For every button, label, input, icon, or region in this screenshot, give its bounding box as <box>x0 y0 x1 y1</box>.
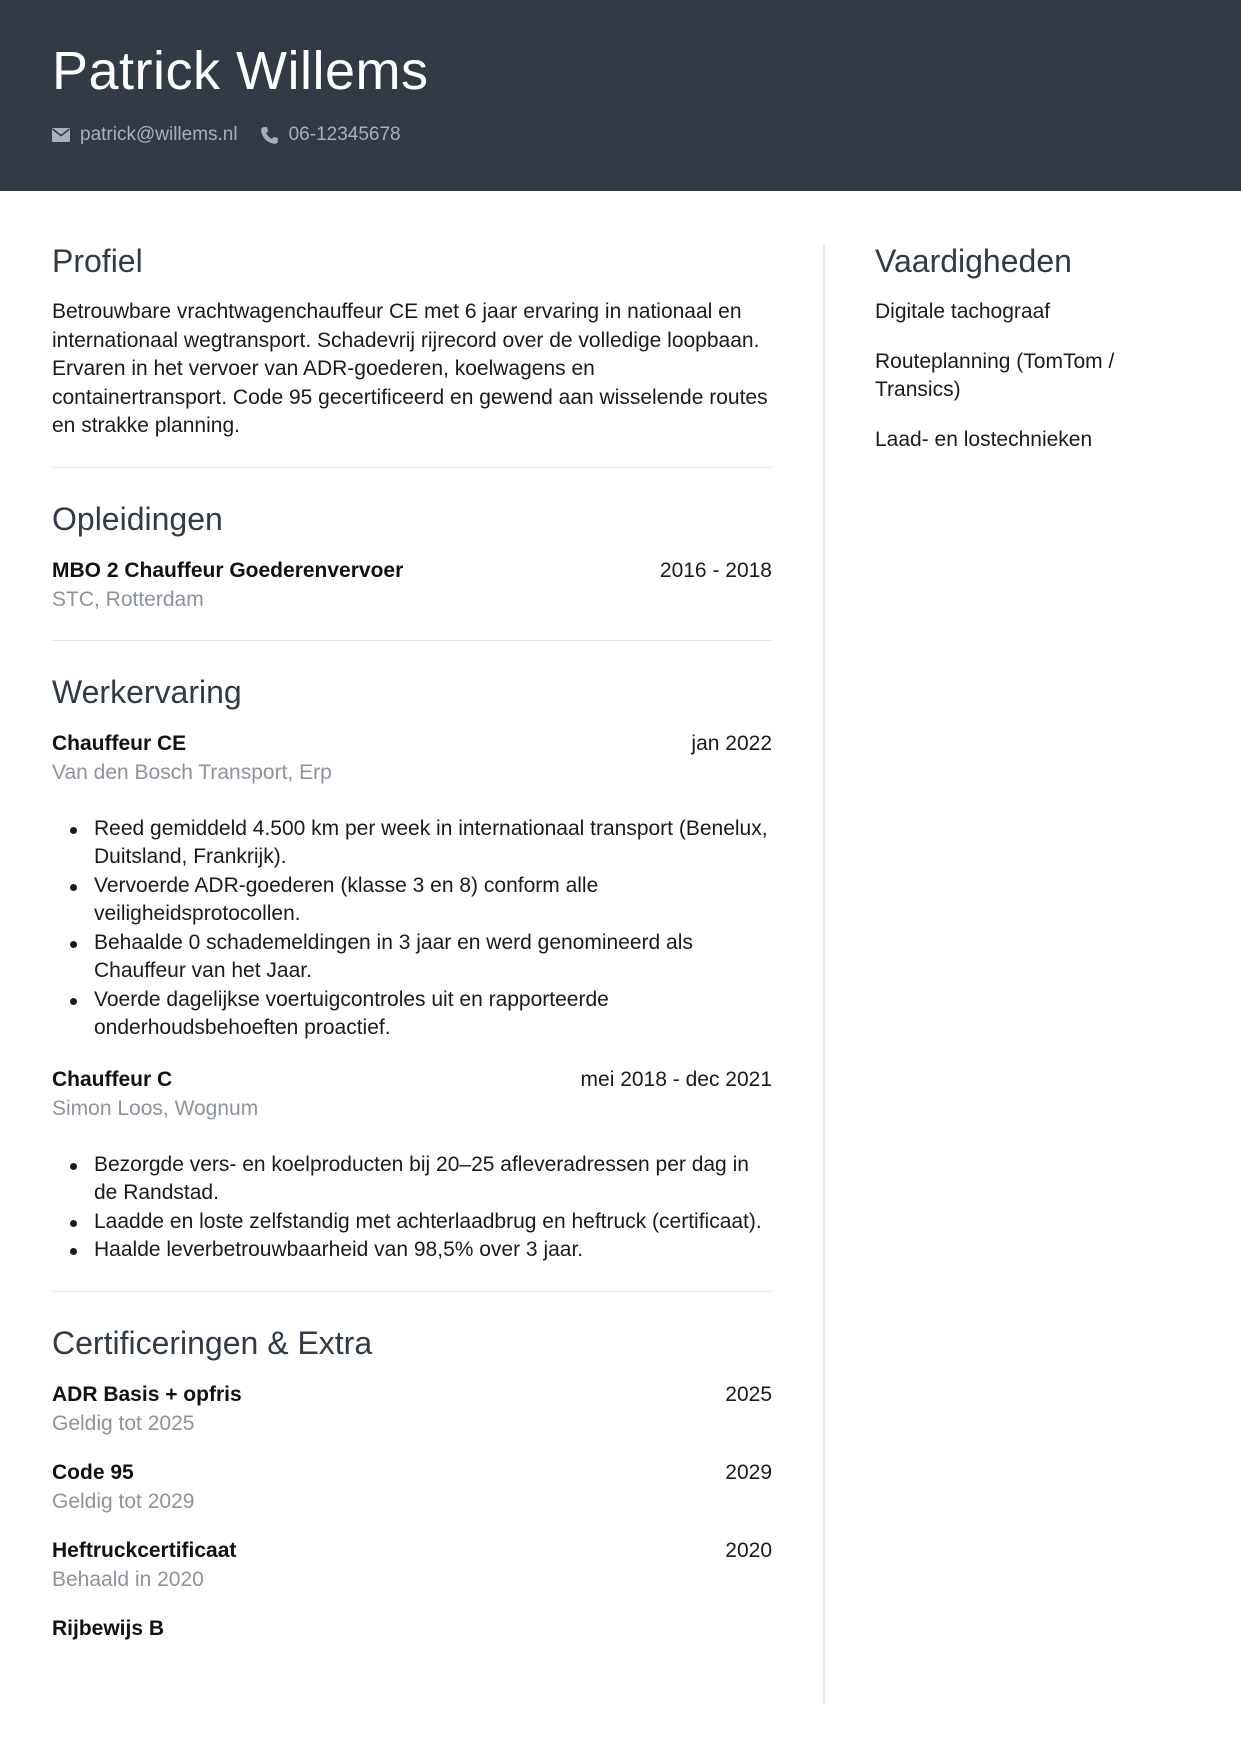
certification-entry <box>52 1536 772 1594</box>
entry-title: Chauffeur CE <box>52 731 187 755</box>
bullet-item: Voerde dagelijkse voertuigcontroles uit en rapporteerde onderhoudsbehoeften proactief. <box>94 986 772 1043</box>
contact-info <box>52 122 401 148</box>
skill-item: Digitale tachograaf <box>875 300 1051 323</box>
education-entry <box>52 556 772 614</box>
main-column <box>52 240 772 1699</box>
section-title-profile: Profiel <box>52 243 143 279</box>
bullet-list <box>52 1151 772 1265</box>
envelope-icon <box>52 128 70 142</box>
experience-entry <box>52 1065 772 1265</box>
entry-date: mei 2018 - dec 2021 <box>580 1067 772 1091</box>
bullet-item: Bezorgde vers- en koelproducten bij 20–25 afleveradressen per dag in de Randstad. <box>94 1151 772 1208</box>
sidebar <box>875 240 1195 475</box>
bullet-item: Laadde en loste zelfstandig met achterlaadbrug en heftruck (certificaat). <box>94 1208 772 1237</box>
entry-subtitle: Behaald in 2020 <box>52 1567 204 1591</box>
entry-date: jan 2022 <box>691 731 772 755</box>
entry-date: 2025 <box>725 1382 772 1406</box>
entry-subtitle: Geldig tot 2029 <box>52 1489 195 1513</box>
certification-entry <box>52 1614 772 1643</box>
entry-date: 2020 <box>725 1538 772 1562</box>
email-text: patrick@willems.nl <box>80 124 238 145</box>
entry-date: 2016 - 2018 <box>659 558 772 582</box>
entry-title: MBO 2 Chauffeur Goederenvervoer <box>52 558 404 582</box>
entry-subtitle: Simon Loos, Wognum <box>52 1096 259 1120</box>
skill-item: Routeplanning (TomTom / Transics) <box>875 349 1115 401</box>
experience-section <box>52 671 772 1292</box>
column-divider <box>823 244 825 1704</box>
profile-text: Betrouwbare vrachtwagenchauffeur CE met 6 jaar ervaring in nationaal en internationaal wegtransport. Schadevrij rijrecord over de volledige loopbaan. Ervaren in het vervoer van ADR-goederen, koelwagens en containertransport. Code 95 gecertificeerd en gewend aan wisselende routes en strakke planning. <box>52 300 768 438</box>
experience-entry <box>52 729 772 1043</box>
skill-item: Laad- en lostechnieken <box>875 427 1093 451</box>
bullet-item: Haalde leverbetrouwbaarheid van 98,5% over 3 jaar. <box>94 1236 772 1265</box>
education-section <box>52 498 772 641</box>
entry-subtitle: Van den Bosch Transport, Erp <box>52 760 332 784</box>
bullet-item: Behaalde 0 schademeldingen in 3 jaar en werd genomineerd als Chauffeur van het Jaar. <box>94 929 772 986</box>
section-title-certifications: Certificeringen & Extra <box>52 1324 373 1361</box>
candidate-name: Patrick Willems <box>52 41 429 101</box>
phone-contact[interactable] <box>260 124 401 146</box>
section-title-skills: Vaardigheden <box>875 243 1072 279</box>
section-title-experience: Werkervaring <box>52 673 242 710</box>
entry-title: Code 95 <box>52 1460 134 1484</box>
certifications-section <box>52 1322 772 1669</box>
certification-entry <box>52 1458 772 1516</box>
entry-date: 2029 <box>725 1460 772 1484</box>
entry-title: Heftruckcertificaat <box>52 1538 237 1562</box>
bullet-item: Vervoerde ADR-goederen (klasse 3 en 8) conform alle veiligheidsprotocollen. <box>94 872 772 929</box>
phone-text: 06-12345678 <box>288 124 401 145</box>
phone-icon <box>260 126 279 145</box>
entry-title: Chauffeur C <box>52 1067 173 1091</box>
section-title-education: Opleidingen <box>52 500 223 537</box>
entry-title: Rijbewijs B <box>52 1616 165 1640</box>
certification-entry <box>52 1380 772 1438</box>
entry-subtitle: STC, Rotterdam <box>52 587 204 611</box>
entry-subtitle: Geldig tot 2025 <box>52 1411 195 1435</box>
email-contact[interactable] <box>52 124 238 146</box>
header <box>0 0 1241 191</box>
bullet-item: Reed gemiddeld 4.500 km per week in internationaal transport (Benelux, Duitsland, Frankrijk). <box>94 815 772 872</box>
profile-section <box>52 240 772 468</box>
entry-title: ADR Basis + opfris <box>52 1382 242 1406</box>
bullet-list <box>52 815 772 1043</box>
